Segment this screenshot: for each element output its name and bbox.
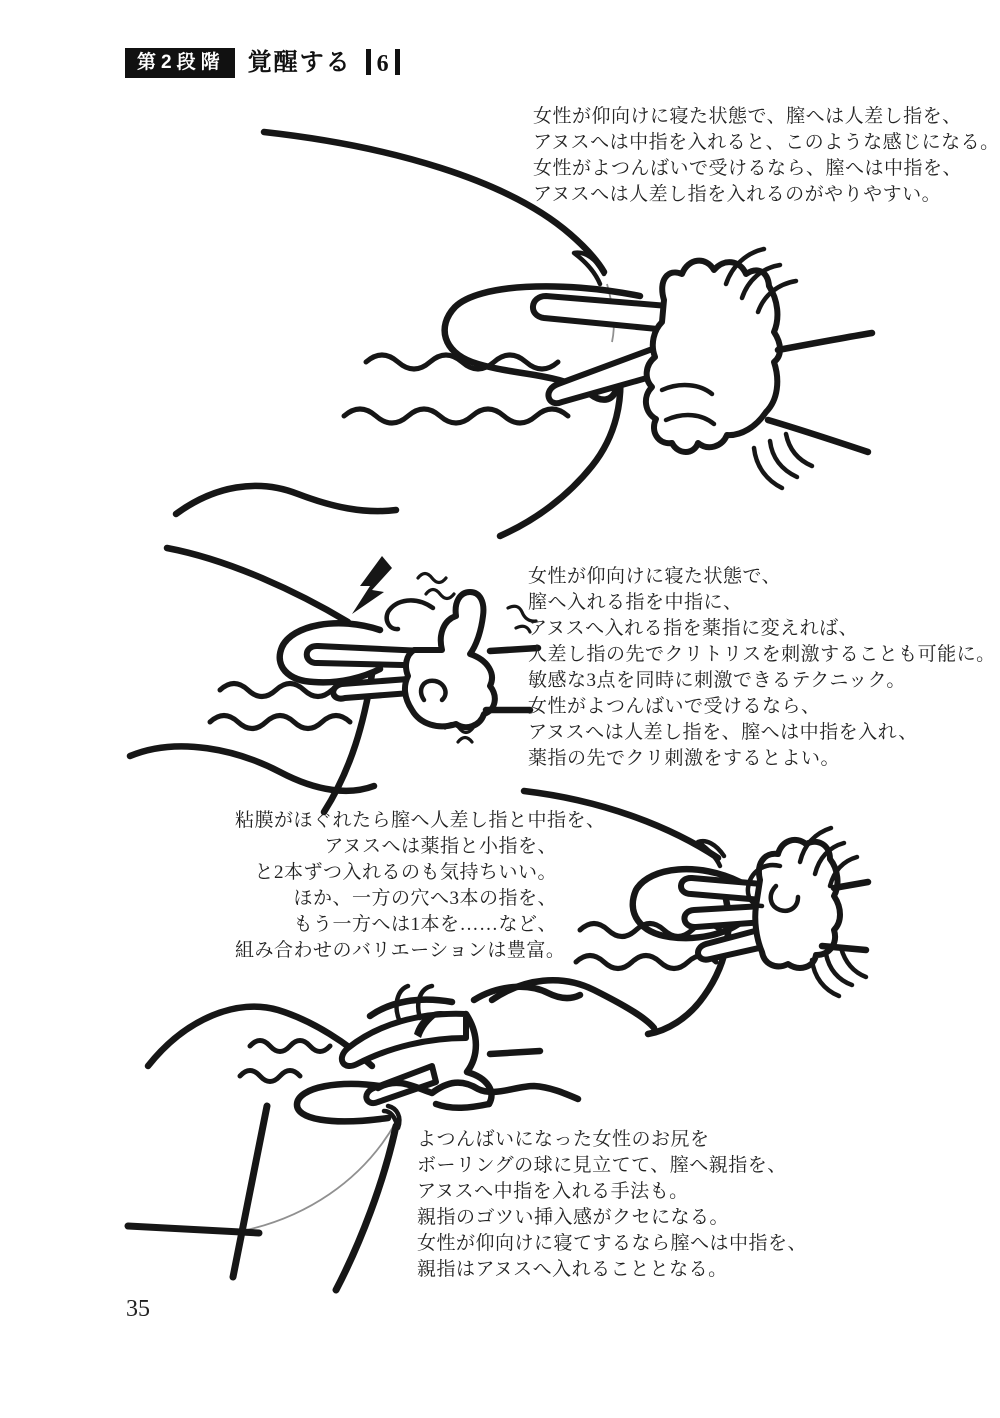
- fold-notch: [698, 841, 724, 866]
- caption-line: 親指のゴツい挿入感がクセになる。: [417, 1207, 730, 1228]
- caption-block-3: [235, 808, 606, 964]
- fold-notch: [574, 253, 604, 284]
- fold-outline: [297, 1084, 392, 1121]
- squiggle-lines: [220, 684, 360, 697]
- thumb: [366, 1066, 436, 1103]
- caption-line: 人差し指の先でクリトリスを刺激することも可能に。: [528, 644, 996, 665]
- body-curve: [500, 362, 620, 536]
- fold-outline: [280, 623, 380, 682]
- caption-line: アヌスへは薬指と小指を、: [324, 836, 557, 857]
- body-curve: [130, 746, 374, 790]
- leg-line: [128, 1226, 259, 1233]
- leg-line: [233, 1106, 267, 1277]
- caption-line: 女性が仰向けに寝た状態で、膣へは人差し指を、: [533, 106, 962, 127]
- body-curve: [492, 980, 654, 1028]
- motion-arc-lines: [812, 948, 866, 996]
- caption-line: と2本ずつ入れるのも気持ちいい。: [254, 862, 557, 883]
- caption-block-2: [528, 564, 996, 772]
- caption-line: アヌスへは中指を入れると、このような感じになる。: [533, 132, 1000, 153]
- squiggle-lines: [580, 924, 720, 937]
- guide-arc: [242, 1122, 396, 1231]
- body-curve: [148, 1007, 372, 1066]
- fold-notch: [384, 1106, 399, 1128]
- finger-shadow: [414, 1011, 446, 1038]
- caption-line: ほか、一方の穴へ3本の指を、: [293, 888, 557, 909]
- squiggle-lines: [366, 355, 558, 369]
- fold-outline: [445, 286, 640, 399]
- finger: [370, 1000, 452, 1016]
- arm-line: [834, 882, 868, 888]
- finger: [307, 646, 446, 666]
- squiggle-lines: [240, 1071, 300, 1082]
- caption-line: アヌスへは人差し指を入れるのがやりやすい。: [533, 184, 942, 205]
- knuckle-line: [666, 415, 714, 424]
- leg-line: [336, 1126, 396, 1290]
- divider-bar-icon: [366, 49, 371, 75]
- crease-line: [607, 284, 614, 342]
- finger: [748, 865, 780, 906]
- caption-line: 薬指の先でクリ刺激をするとよい。: [528, 748, 841, 769]
- arm-line: [378, 1083, 578, 1099]
- caption-line: アヌスへ中指を入れる手法も。: [417, 1181, 689, 1202]
- caption-line: 敏感な3点を同時に刺激できるテクニック。: [528, 670, 906, 691]
- caption-line: よつんばいになった女性のお尻を: [417, 1129, 710, 1150]
- vibration-marks: [418, 574, 536, 743]
- section-number: 6: [376, 50, 389, 77]
- knuckle-line: [771, 886, 798, 911]
- body-curve: [490, 1051, 540, 1054]
- body-curve: [176, 486, 396, 514]
- squiggle-lines: [576, 956, 716, 969]
- caption-line: アヌスへ入れる指を薬指に変えれば、: [528, 618, 859, 639]
- finger: [684, 906, 764, 927]
- stage-badge: 第2段階: [125, 48, 235, 78]
- hand: [436, 1104, 489, 1108]
- hand: [405, 592, 495, 727]
- illustration-fig2: [130, 548, 538, 812]
- motion-arc-lines: [754, 434, 812, 488]
- page-header: [125, 48, 406, 78]
- hand: [466, 1014, 491, 1104]
- section-indicator: [360, 49, 406, 78]
- caption-line: 組み合わせのバリエーションは豊富。: [235, 940, 566, 961]
- squiggle-lines: [250, 1041, 330, 1052]
- caption-line: 粘膜がほぐれたら膣へ人差し指と中指を、: [235, 810, 606, 831]
- hand: [755, 840, 840, 968]
- finger: [342, 1014, 466, 1066]
- caption-line: 女性がよつんばいで受けるなら、膣へは中指を、: [533, 158, 963, 179]
- page-number: 35: [126, 1296, 150, 1322]
- caption-line: ボーリングの球に見立てて、膣へ親指を、: [417, 1155, 787, 1176]
- caption-line: もう一方へは1本を……など、: [293, 914, 557, 935]
- body-curve: [324, 674, 372, 812]
- finger: [333, 676, 450, 699]
- fold-outline: [633, 869, 740, 938]
- arm-line: [822, 946, 866, 950]
- motion-arc-lines: [726, 249, 796, 312]
- arm-line: [778, 333, 872, 350]
- motion-arc-lines: [800, 828, 857, 886]
- finger: [533, 296, 668, 330]
- body-curve: [167, 548, 348, 622]
- body-curve: [474, 987, 580, 1000]
- caption-block-4: [417, 1127, 807, 1283]
- caption-line: 女性がよつんばいで受けるなら、: [528, 696, 821, 717]
- knuckle-line: [662, 385, 712, 394]
- hand: [646, 261, 780, 452]
- knuckle-line: [421, 681, 446, 700]
- finger: [698, 928, 768, 960]
- lightning-bolt-icon: [352, 556, 392, 614]
- body-curve: [648, 884, 728, 1034]
- chapter-title: 覚醒する: [247, 49, 352, 76]
- squiggle-lines: [210, 716, 350, 729]
- caption-line: アヌスへは人差し指を、膣へは中指を入れ、: [528, 722, 918, 743]
- finger: [681, 878, 762, 900]
- arm-line: [768, 420, 868, 452]
- finger: [397, 986, 408, 1022]
- finger: [387, 600, 433, 629]
- caption-line: 女性が仰向けに寝てするなら膣へは中指を、: [417, 1233, 808, 1254]
- caption-block-1: [533, 104, 1000, 208]
- finger: [548, 344, 668, 403]
- divider-bar-icon: [395, 49, 400, 75]
- caption-line: 親指はアヌスへ入れることとなる。: [417, 1259, 728, 1280]
- finger: [418, 986, 432, 1018]
- squiggle-lines: [344, 409, 568, 423]
- caption-line: 膣へ入れる指を中指に、: [528, 592, 743, 613]
- caption-line: 女性が仰向けに寝た状態で、: [528, 566, 782, 587]
